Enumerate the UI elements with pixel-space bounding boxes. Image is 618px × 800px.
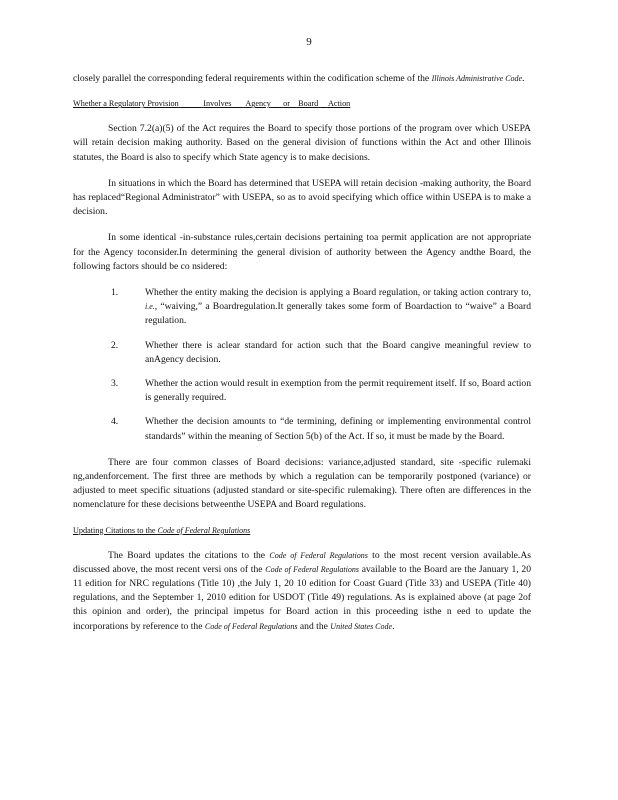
opening-paragraph-italic: Illinois Administrative Code [431,74,523,83]
factor-item-3 [73,377,531,405]
updating-part-4: and the [297,620,331,632]
classes-paragraph: There are four common classes of Board decisions: variance,adjusted standard, site -specific rulemaki ng,andenforcement. The first three are methods by which a regulation can be temporarily postponed (variance) or adjusted to meet specific situations (adjusted standard or site-specific rulemaking). There often are differences in the nomenclature for these decisions betweenthe USEPA and Board regulations. [73,456,531,511]
section-paragraph: Section 7.2(a)(5) of the Act requires the Board to specify those portions of the program over which USEPA will retain decision making authority. Based on the general division of functions within the Act and other Illinois statutes, the Board is also to specify which State agency is to make decisions. [73,123,531,163]
opening-paragraph [73,72,531,86]
updating-part-1: The Board updates the citations to the [108,549,270,561]
updating-italic-2: Code of Federal Regulations [265,564,359,574]
section-heading-regulatory-provision [73,98,531,110]
factor-text-3: Whether the action would result in exemption from the permit requirement itself. If so, Board action is generally required. [145,378,531,404]
updating-end: . [392,620,395,632]
factor-text-1 [145,286,531,329]
factor-item-4 [73,415,531,443]
factor-text-1-before-italic: Whether the entity making the decision is applying a Board regulation, or taking action contrary to, [145,287,531,299]
factor-text-1-after-italic: , “waiving,” a Boardregulation.It generally takes some form of Boardaction to “waive” a Board regulation. [145,301,531,327]
heading1-part-1: Whether a Regulatory Provision [73,99,179,109]
factor-list [73,286,531,444]
heading1-part-4: or [283,99,290,109]
factor-number-4: 4. [111,416,119,428]
factor-number-1: 1. [111,287,119,299]
updating-italic-4: United States Code [330,621,393,631]
page-number: 9 [306,36,312,48]
factor-text-2: Whether there is aclear standard for action such that the Board cangive meaningful review to anAgency decision. [145,339,531,365]
updating-paragraph [73,549,531,634]
updating-italic-1: Code of Federal Regulations [269,550,368,560]
updating-part-2: to the most recent version available.As discussed above, the most recent versi ons of the [73,549,531,575]
factor-text-1-italic: i.e. [145,302,155,312]
section-heading-updating-citations [73,525,531,537]
factor-text-4: Whether the decision amounts to “de termining, defining or implementing environmental control standards” within the meaning of Section 5(b) of the Act. If so, it must be made by the Board. [145,416,531,442]
factor-number-3: 3. [111,378,119,390]
opening-paragraph-end: . [522,73,525,84]
heading1-part-3: Agency [245,99,271,109]
updating-italic-3: Code of Federal Regulations [204,621,298,631]
identical-paragraph: In some identical -in-substance rules,certain decisions pertaining toa permit application are not appropriate for the Agency toconsider.In determining the general division of authority between the Agency andthe Board, the following factors should be co nsidered: [73,232,531,272]
situations-paragraph: In situations in which the Board has determined that USEPA will retain decision -making authority, the Board has replaced“Regional Administrator” with USEPA, so as to avoid specifying which office within USEPA is to make a decision. [73,177,531,218]
heading2-text-before-italic: Updating Citations to the [73,525,156,535]
factor-item-1 [73,286,531,329]
opening-paragraph-text: closely parallel the corresponding federal requirements within the codification scheme of the [73,73,432,84]
factor-item-2 [73,339,531,367]
updating-part-3: available to the Board are the January 1, 20 11 edition for NRC regulations (Title 10) ,the July 1, 20 10 edition for Coast Guard (Title 33) and USEPA (Title 40) regulations, and the September 1, 2010 edition for USDOT (Title 49) regulations. As is explained above (at page 2of this opinion and order), the principal impetus for Board action in this proceeding isthe n eed to update the incorporations by reference to the [73,563,531,632]
factor-number-2: 2. [111,339,119,351]
page-content [73,72,531,646]
heading1-part-5: Board [298,99,319,109]
heading2-italic: Code of Federal Regulations [157,525,251,535]
heading1-part-2: Involves [203,99,232,109]
heading1-part-6: Action [327,99,351,109]
